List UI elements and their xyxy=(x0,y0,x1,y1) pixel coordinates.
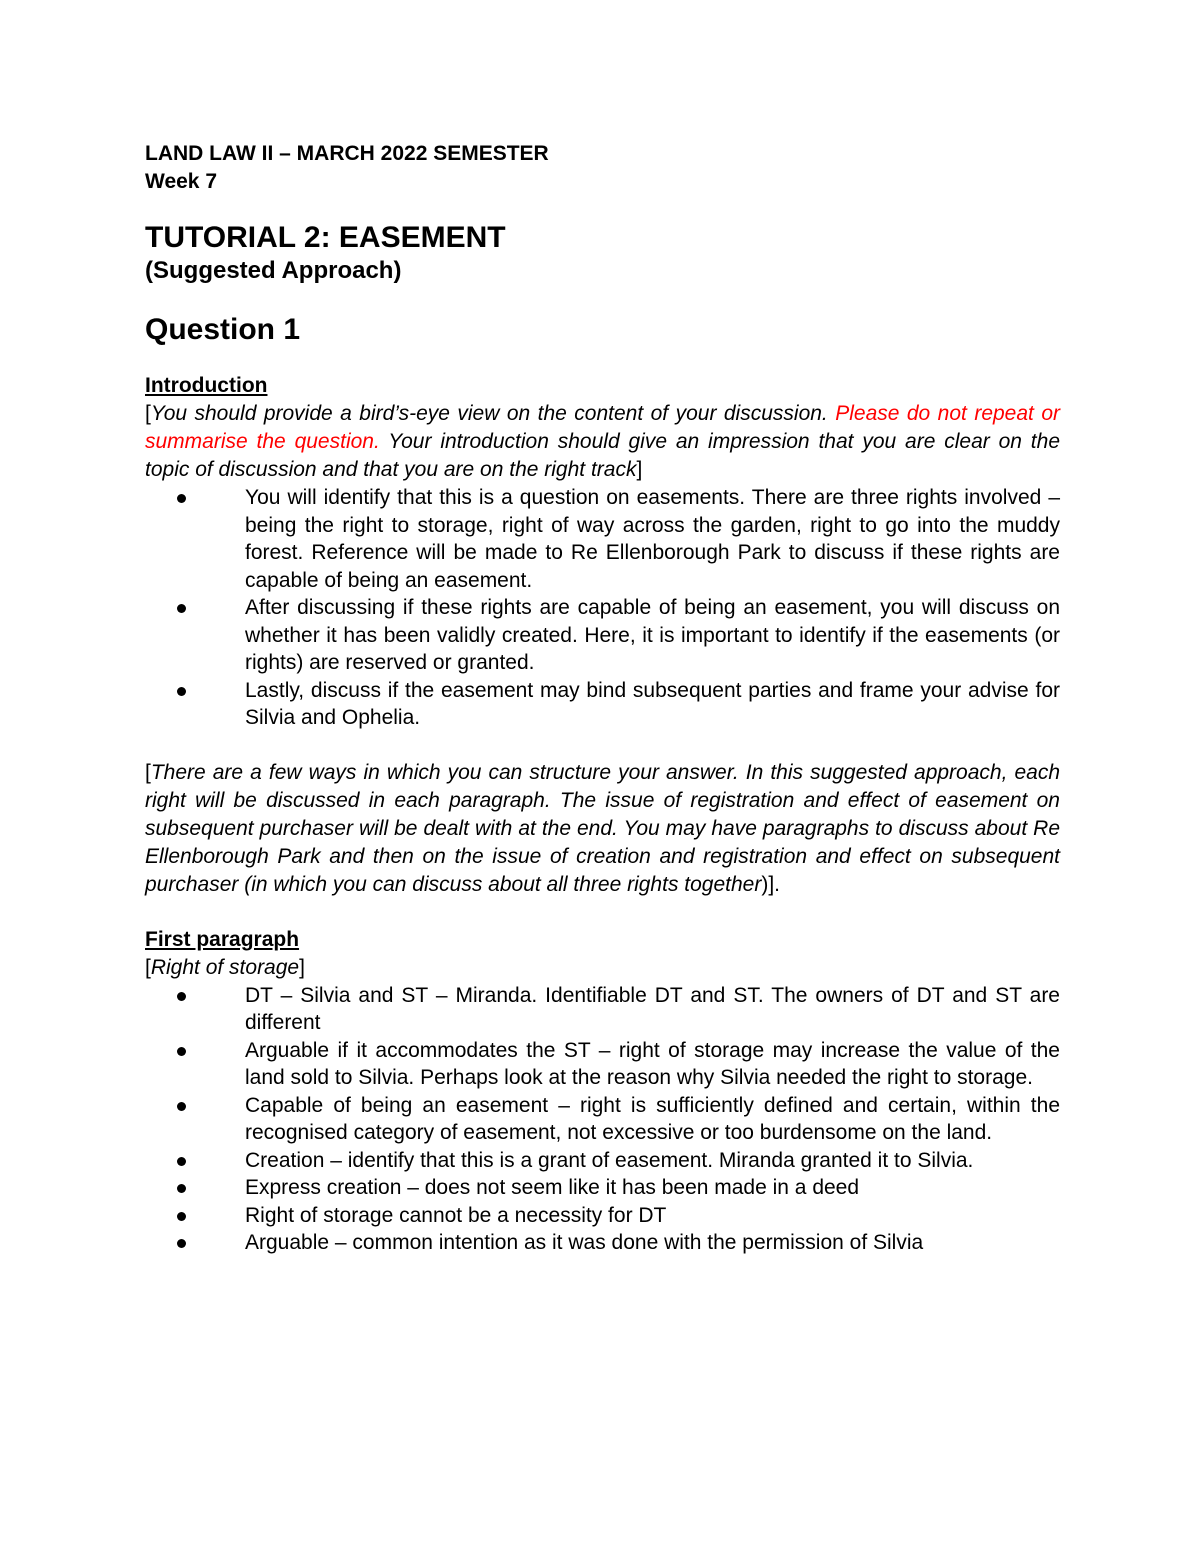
list-item-text: Arguable – common intention as it was done with the permission of Silvia xyxy=(245,1231,924,1254)
bullet-icon xyxy=(177,1239,186,1248)
bracket-close: )]. xyxy=(761,872,781,896)
bracket-close: ] xyxy=(636,458,643,481)
list-item xyxy=(145,1174,1060,1202)
introduction-note xyxy=(145,400,1060,484)
tutorial-title: TUTORIAL 2: EASEMENT xyxy=(145,221,506,254)
list-item-text: Lastly, discuss if the easement may bind subsequent parties and frame your advise for Silvia and Ophelia. xyxy=(245,678,1060,729)
bullet-icon xyxy=(177,1184,186,1193)
list-item-text: After discussing if these rights are capable of being an easement, you will discuss on whether it has been validly created. Here, it is important to identify if the easements (or rights) are reserved or granted. xyxy=(245,596,1060,674)
list-item xyxy=(145,1202,1060,1230)
bullet-icon xyxy=(177,1102,186,1111)
list-item-text: Capable of being an easement – right is sufficiently defined and certain, within the recognised category of easement, not excessive or too burdensome on the land. xyxy=(245,1093,1060,1144)
bracket-close: ] xyxy=(299,955,305,979)
question-title: Question 1 xyxy=(145,313,301,346)
list-item xyxy=(145,1229,1060,1257)
bullet-icon xyxy=(177,494,186,503)
bullet-icon xyxy=(177,1157,186,1166)
bullet-icon xyxy=(177,1047,186,1056)
list-item-text: DT – Silvia and ST – Miranda. Identifiable DT and ST. The owners of DT and ST are different xyxy=(245,983,1060,1034)
introduction-bullet-list xyxy=(145,484,1060,732)
list-item xyxy=(145,594,1060,677)
structure-note xyxy=(145,759,1060,899)
spacer xyxy=(145,732,1060,759)
bullet-icon xyxy=(177,687,186,696)
introduction-note-part2: Your introduction should give an impression that you are clear on the topic of discussion and that you are on the right track xyxy=(145,430,1060,481)
list-item-text: Express creation – does not seem like it has been made in a deed xyxy=(245,1176,860,1199)
list-item xyxy=(145,484,1060,594)
first-paragraph-note xyxy=(145,954,1060,982)
first-paragraph-heading: First paragraph xyxy=(145,927,300,951)
document-page xyxy=(145,140,1060,1257)
list-item-text: Right of storage cannot be a necessity for DT xyxy=(245,1203,667,1227)
bracket-open: [ xyxy=(145,955,151,979)
list-item xyxy=(145,1147,1060,1175)
course-title: LAND LAW II – MARCH 2022 SEMESTER xyxy=(145,142,549,165)
list-item xyxy=(145,677,1060,732)
structure-note-text: There are a few ways in which you can structure your answer. In this suggested approach, each right will be discussed in each paragraph. The issue of registration and effect of easement on subsequent purchaser will be dealt with at the end. You may have paragraphs to discuss about Re Ellenborough Park and then on the issue of creation and registration and effect on subsequent purchaser (in which you can discuss about all three rights together xyxy=(145,760,1060,896)
tutorial-subtitle: (Suggested Approach) xyxy=(145,257,402,284)
week-label: Week 7 xyxy=(145,170,217,193)
bracket-open: [ xyxy=(145,760,151,784)
list-item xyxy=(145,1092,1060,1147)
list-item xyxy=(145,982,1060,1037)
spacer xyxy=(145,899,1060,926)
list-item xyxy=(145,1037,1060,1092)
list-item-text: Creation – identify that this is a grant of easement. Miranda granted it to Silvia. xyxy=(245,1148,974,1172)
first-paragraph-note-text: Right of storage xyxy=(150,955,300,979)
first-paragraph-bullet-list xyxy=(145,982,1060,1257)
list-item-text: Arguable if it accommodates the ST – right of storage may increase the value of the land sold to Silvia. Perhaps look at the reason why Silvia needed the right to storage. xyxy=(245,1038,1060,1089)
bullet-icon xyxy=(177,1212,186,1221)
bullet-icon xyxy=(177,604,186,613)
list-item-text: You will identify that this is a question on easements. There are three rights involved – being the right to storage, right of way across the garden, right to go into the muddy forest. Reference will be made to Re Ellenborough Park to discuss if these rights are capable of being an easement. xyxy=(245,486,1060,592)
bullet-icon xyxy=(177,992,186,1001)
introduction-note-part1: You should provide a bird’s-eye view on the content of your discussion. xyxy=(150,402,836,425)
bracket-open: [ xyxy=(145,402,151,425)
introduction-note-warning: Please do not repeat or summarise the question. xyxy=(145,402,1060,453)
introduction-heading: Introduction xyxy=(145,374,268,397)
